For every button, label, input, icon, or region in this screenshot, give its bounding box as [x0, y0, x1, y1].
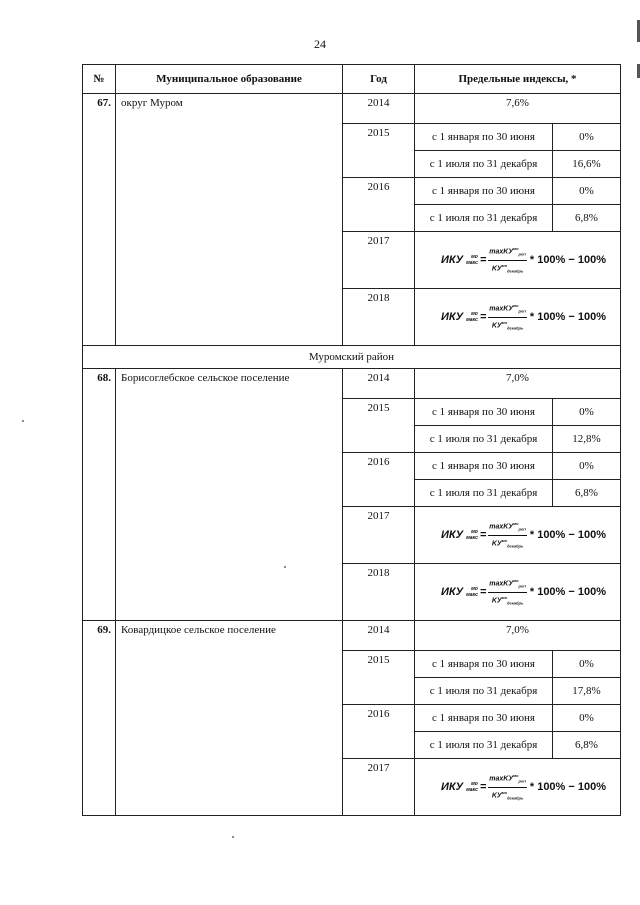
formula-numerator: maxKУ [489, 248, 514, 256]
formula-lhs-sub: макс [466, 535, 478, 541]
formula-rest: * 100% − 100% [529, 254, 606, 266]
formula-numerator: maxKУ [489, 523, 514, 531]
index-value: 0% [553, 124, 621, 151]
formula-denominator-sub: декабрь [507, 325, 524, 331]
municipality-name: Ковардицкое сельское поселение [116, 621, 343, 816]
formula-numerator-sup: мо [513, 772, 519, 778]
year-cell: 2015 [343, 399, 415, 453]
formula-denominator-sub: декабрь [507, 795, 524, 801]
formula-numerator: maxKУ [489, 775, 514, 783]
year-cell: 2014 [343, 621, 415, 651]
index-value: 6,8% [553, 732, 621, 759]
formula-lhs-sub: макс [466, 787, 478, 793]
scan-dot [284, 566, 286, 568]
page-number: 24 [314, 37, 326, 51]
table-header-row [83, 65, 621, 94]
formula-denominator-sub: декабрь [507, 268, 524, 274]
period-cell: с 1 января по 30 июня [415, 705, 553, 732]
index-formula: ИКУ мо макс = $\frac{\max KУ^{мо}_{peri}}{KУ^{мо}_{декабрь}}$ * 100% − 100% [440, 520, 606, 549]
formula-lhs-sub: макс [466, 592, 478, 598]
formula-lhs: ИКУ [440, 586, 464, 598]
header-indices: Предельные индексы, * [415, 65, 621, 94]
index-value: 12,8% [553, 426, 621, 453]
formula-lhs-sup: мо [471, 254, 478, 260]
formula-numerator-sup: мо [513, 245, 519, 251]
year-cell: 2018 [343, 289, 415, 346]
period-cell: с 1 июля по 31 декабря [415, 678, 553, 705]
year-cell: 2017 [343, 232, 415, 289]
indices-table [82, 64, 621, 816]
year-cell: 2018 [343, 564, 415, 621]
formula-denominator-sup: мо [501, 789, 508, 795]
formula-numerator-sub: peri [518, 251, 526, 257]
table-row [83, 621, 621, 651]
formula-rest: * 100% − 100% [529, 586, 606, 598]
formula-denominator-sup: мо [501, 319, 508, 325]
year-cell: 2016 [343, 705, 415, 759]
period-cell: с 1 июля по 31 декабря [415, 732, 553, 759]
formula-numerator-sub: peri [518, 778, 526, 784]
header-year: Год [343, 65, 415, 94]
year-cell: 2017 [343, 759, 415, 816]
formula-denominator: KУ [491, 539, 502, 547]
formula-lhs-sup: мо [471, 781, 478, 787]
formula-numerator-sup: мо [513, 302, 519, 308]
formula-lhs-sup: мо [471, 529, 478, 535]
year-cell: 2017 [343, 507, 415, 564]
formula-rest: * 100% − 100% [529, 311, 606, 323]
formula-denominator: KУ [491, 791, 502, 799]
table-row [83, 94, 621, 124]
formula-numerator-sub: peri [518, 308, 526, 314]
index-value: 7,0% [415, 621, 621, 651]
index-value: 17,8% [553, 678, 621, 705]
formula-rest: * 100% − 100% [529, 781, 606, 793]
region-header: Муромский район [83, 346, 621, 369]
index-formula: ИКУ мо макс = $\frac{\max KУ^{мо}_{peri}}{KУ^{мо}_{декабрь}}$ * 100% − 100% [440, 245, 606, 274]
index-value: 7,0% [415, 369, 621, 399]
formula-denominator-sup: мо [501, 262, 508, 268]
period-cell: с 1 января по 30 июня [415, 124, 553, 151]
formula-denominator-sup: мо [501, 537, 508, 543]
index-formula: ИКУ мо макс = $\frac{\max KУ^{мо}_{peri}}{KУ^{мо}_{декабрь}}$ * 100% − 100% [440, 302, 606, 331]
period-cell: с 1 января по 30 июня [415, 651, 553, 678]
formula-cell [415, 232, 621, 289]
municipality-name: округ Муром [116, 94, 343, 346]
region-row [83, 346, 621, 369]
scan-dot [22, 420, 24, 422]
year-cell: 2016 [343, 178, 415, 232]
period-cell: с 1 июля по 31 декабря [415, 426, 553, 453]
period-cell: с 1 июля по 31 декабря [415, 480, 553, 507]
formula-denominator: KУ [491, 321, 502, 329]
period-cell: с 1 января по 30 июня [415, 399, 553, 426]
municipality-name: Борисоглебское сельское поселение [116, 369, 343, 621]
formula-denominator-sup: мо [501, 594, 508, 600]
index-value: 0% [553, 705, 621, 732]
index-value: 16,6% [553, 151, 621, 178]
formula-lhs: ИКУ [440, 254, 464, 266]
index-formula: ИКУ мо макс = $\frac{\max KУ^{мо}_{peri}}{KУ^{мо}_{декабрь}}$ * 100% − 100% [440, 577, 606, 606]
formula-denominator: KУ [491, 264, 502, 272]
formula-numerator: maxKУ [489, 305, 514, 313]
scan-dot [232, 836, 234, 838]
index-value: 0% [553, 399, 621, 426]
formula-lhs: ИКУ [440, 311, 464, 323]
period-cell: с 1 января по 30 июня [415, 178, 553, 205]
formula-cell [415, 564, 621, 621]
entry-number: 68. [83, 369, 116, 621]
formula-lhs: ИКУ [440, 781, 464, 793]
entry-number: 69. [83, 621, 116, 816]
formula-lhs-sup: мо [471, 586, 478, 592]
formula-cell [415, 289, 621, 346]
year-cell: 2015 [343, 651, 415, 705]
formula-numerator-sup: мо [513, 577, 519, 583]
formula-rest: * 100% − 100% [529, 529, 606, 541]
year-cell: 2016 [343, 453, 415, 507]
period-cell: с 1 июля по 31 декабря [415, 151, 553, 178]
formula-lhs-sub: макс [466, 260, 478, 266]
formula-numerator-sup: мо [513, 520, 519, 526]
index-value: 0% [553, 453, 621, 480]
year-cell: 2015 [343, 124, 415, 178]
formula-lhs: ИКУ [440, 529, 464, 541]
index-value: 6,8% [553, 480, 621, 507]
formula-numerator-sub: peri [518, 583, 526, 589]
formula-numerator-sub: peri [518, 526, 526, 532]
table-row [83, 369, 621, 399]
formula-cell [415, 507, 621, 564]
header-num: № [83, 65, 116, 94]
entry-number: 67. [83, 94, 116, 346]
header-municipality: Муниципальное образование [116, 65, 343, 94]
formula-denominator-sub: декабрь [507, 543, 524, 549]
formula-denominator: KУ [491, 596, 502, 604]
index-value: 6,8% [553, 205, 621, 232]
formula-denominator-sub: декабрь [507, 600, 524, 606]
index-value: 0% [553, 651, 621, 678]
index-value: 7,6% [415, 94, 621, 124]
formula-cell [415, 759, 621, 816]
year-cell: 2014 [343, 94, 415, 124]
period-cell: с 1 января по 30 июня [415, 453, 553, 480]
formula-lhs-sub: макс [466, 317, 478, 323]
formula-numerator: maxKУ [489, 580, 514, 588]
period-cell: с 1 июля по 31 декабря [415, 205, 553, 232]
index-value: 0% [553, 178, 621, 205]
year-cell: 2014 [343, 369, 415, 399]
formula-lhs-sup: мо [471, 311, 478, 317]
index-formula: ИКУ мо макс = $\frac{\max KУ^{мо}_{peri}}{KУ^{мо}_{декабрь}}$ * 100% − 100% [440, 772, 606, 801]
